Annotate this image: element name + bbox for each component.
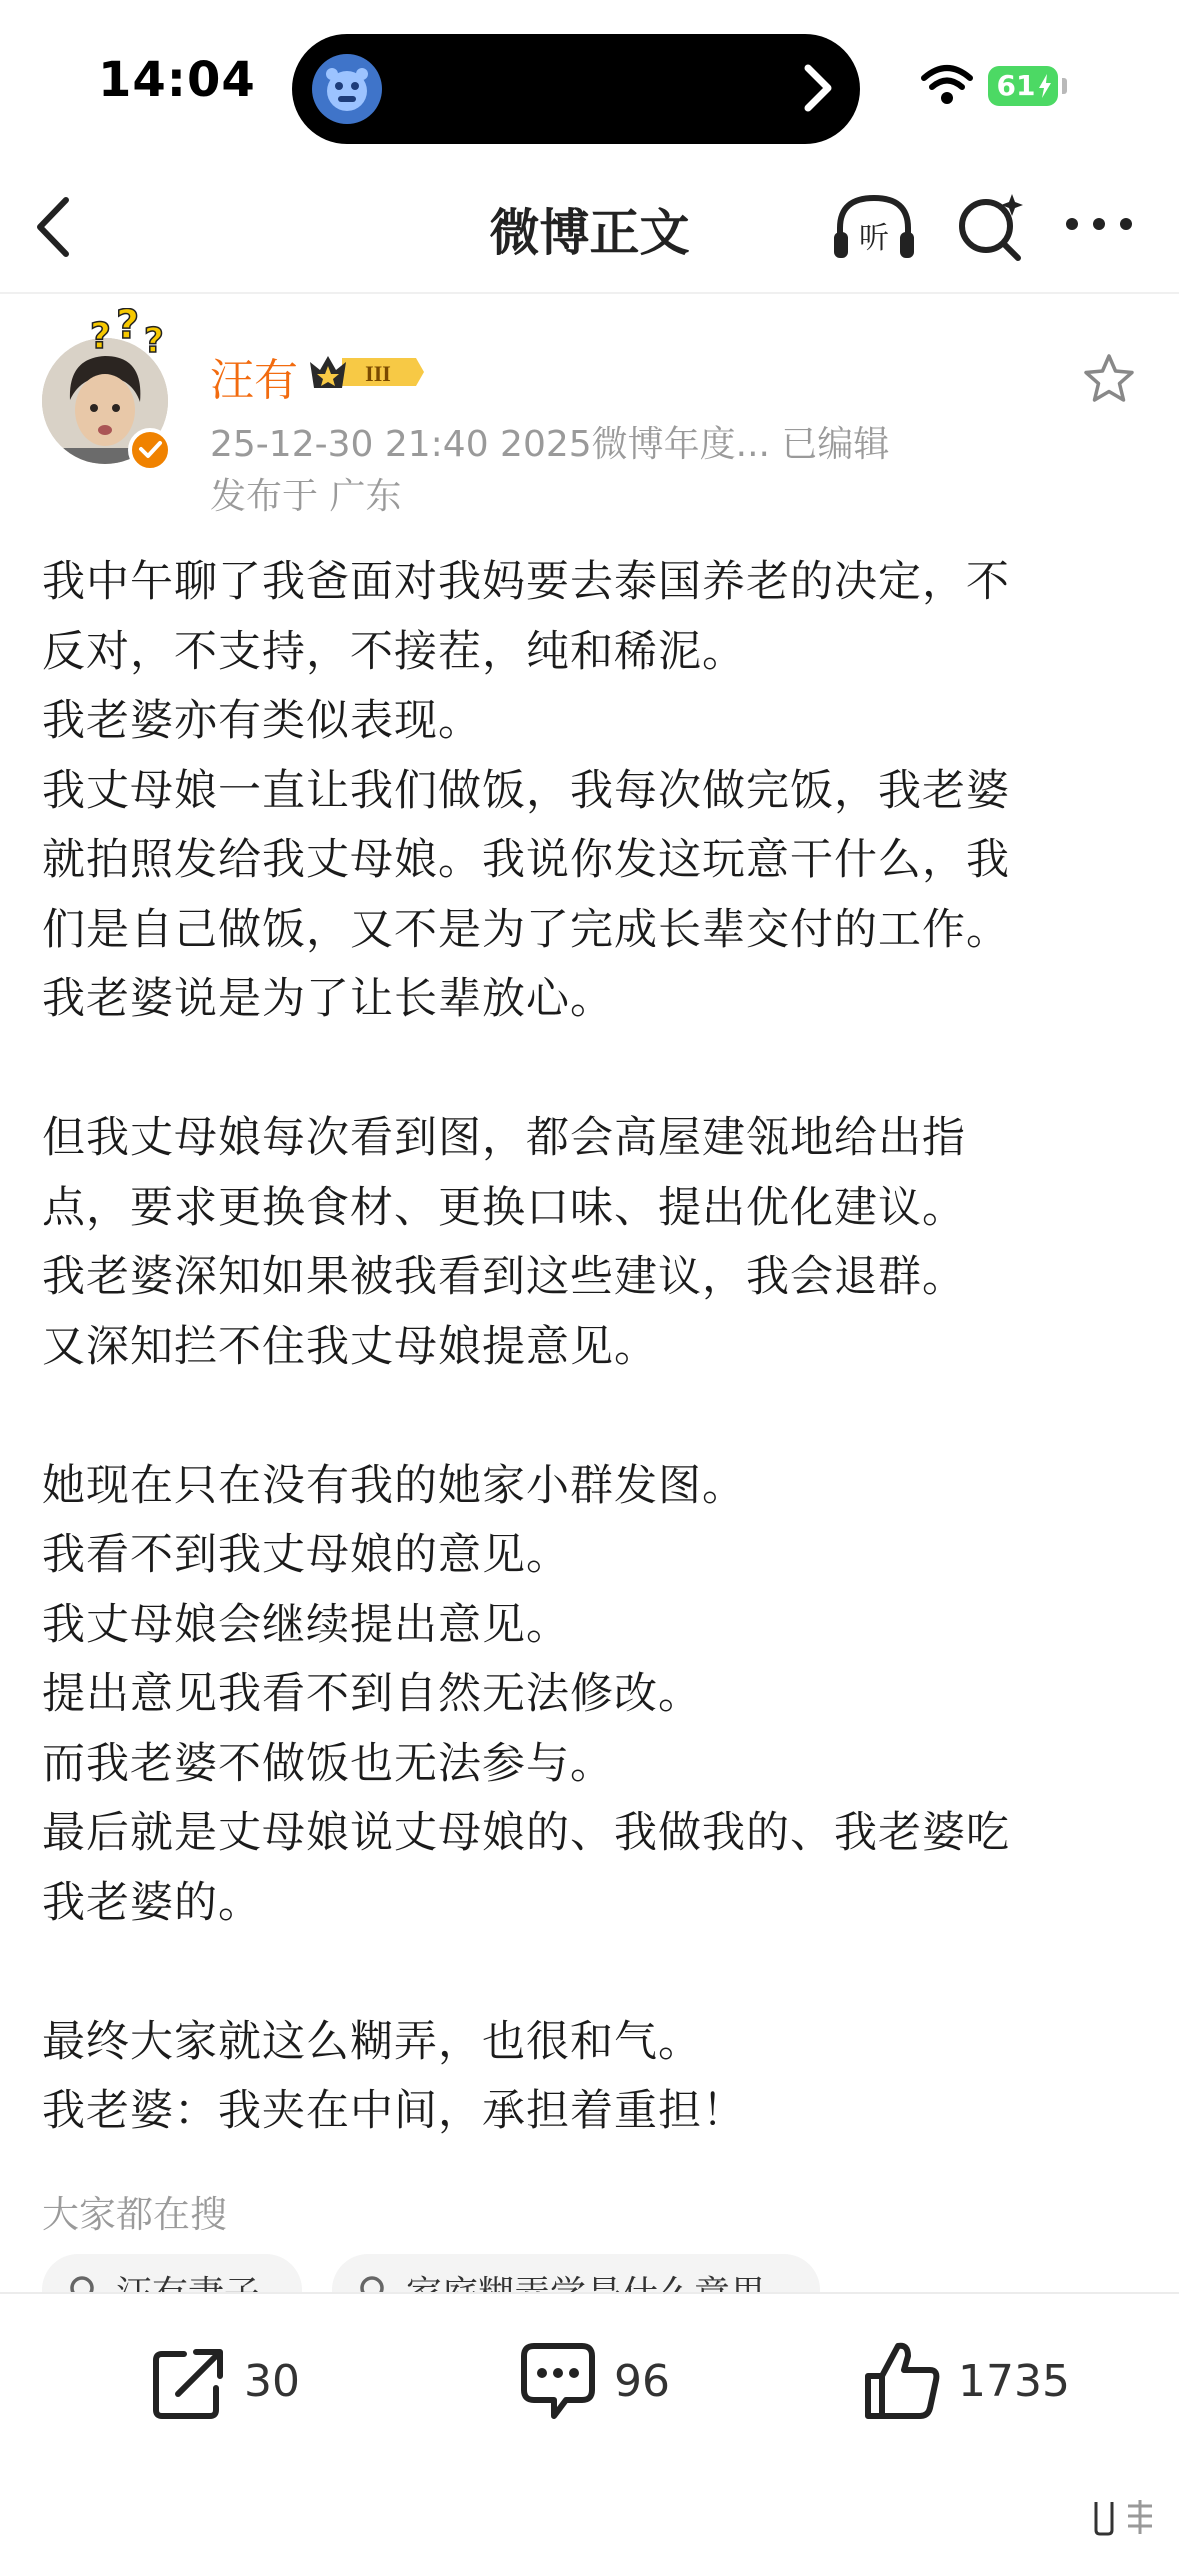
like-count: 1735 [958,2356,1070,2407]
status-time: 14:04 [98,52,256,108]
trending-search-title: 大家都在搜 [42,2193,227,2236]
favorite-star-button[interactable] [1082,352,1136,408]
battery-cap [1062,78,1067,94]
page-title: 微博正文 [489,204,690,262]
svg-text:?: ? [90,316,111,357]
repost-button[interactable] [148,2330,368,2440]
question-marks-decoration-icon [86,308,170,358]
svg-text:III: III [365,361,391,386]
chevron-right-icon [798,60,838,120]
battery-level: 61 [996,69,1036,102]
charging-bolt-icon [1038,74,1052,98]
comment-button[interactable] [518,2330,738,2440]
post-location: 发布于 广东 [210,476,402,517]
headphones-icon [832,192,916,262]
wifi-icon [920,62,974,110]
post-body-text: 我中午聊了我爸面对我妈要去泰国养老的决定，不 反对，不支持，不接茬，纯和稀泥。 我老婆亦有类似表现。 我丈母娘一直让我们做饭，我每次做完饭，我老婆 就拍照发给我丈母娘。我说你发这玩意干什么，我 们是自己做饭，又不是为了完成长辈交付的工作。 我老婆说是为了让长辈放心。 但我丈母娘每次看到图，都会高屋建瓴地给出指 点，要求更换食材、更换口味、提出优化建议。 我老婆深知如果被我看到这些建议，我会退群。 又深知拦不住我丈母娘提意见。 她现在只在没有我的她家小群发图。 我看不到我丈母娘的意见。 我丈母娘会继续提出意见。 提出意见我看不到自然无法修改。 而我老婆不做饭也无法参与。 最后就是丈母娘说丈母娘的、我做我的、我老婆吃 我老婆的。 最终大家就这么糊弄，也很和气。 我老婆：我夹在中间，承担着重担！ [42,557,1010,2136]
battery-indicator [988,66,1058,106]
thumbs-up-icon [862,2338,942,2422]
dynamic-island[interactable] [292,34,860,144]
member-level-badge-icon[interactable] [308,350,426,394]
svg-text:听: 听 [859,221,889,256]
star-icon [1082,352,1136,404]
repost-count: 30 [244,2356,300,2407]
nav-divider [0,292,1179,294]
author-name[interactable]: 汪有 [210,355,298,406]
svg-text:?: ? [144,321,164,358]
share-icon [148,2344,228,2424]
search-button[interactable] [954,190,1032,268]
app-activity-icon [312,54,382,124]
like-button[interactable] [862,2330,1122,2440]
listen-button[interactable] [832,192,916,266]
svg-text:?: ? [116,308,140,348]
edge-gesture-icon [1088,2498,1158,2542]
comment-icon [518,2340,598,2424]
more-dots-icon [1064,214,1134,234]
post-meta: 25-12-30 21:40 2025微博年度... 已编辑 [210,424,890,465]
more-options-button[interactable] [1064,214,1134,238]
verified-badge-icon [128,428,172,472]
comment-count: 96 [614,2356,670,2407]
search-icon [954,190,1032,264]
